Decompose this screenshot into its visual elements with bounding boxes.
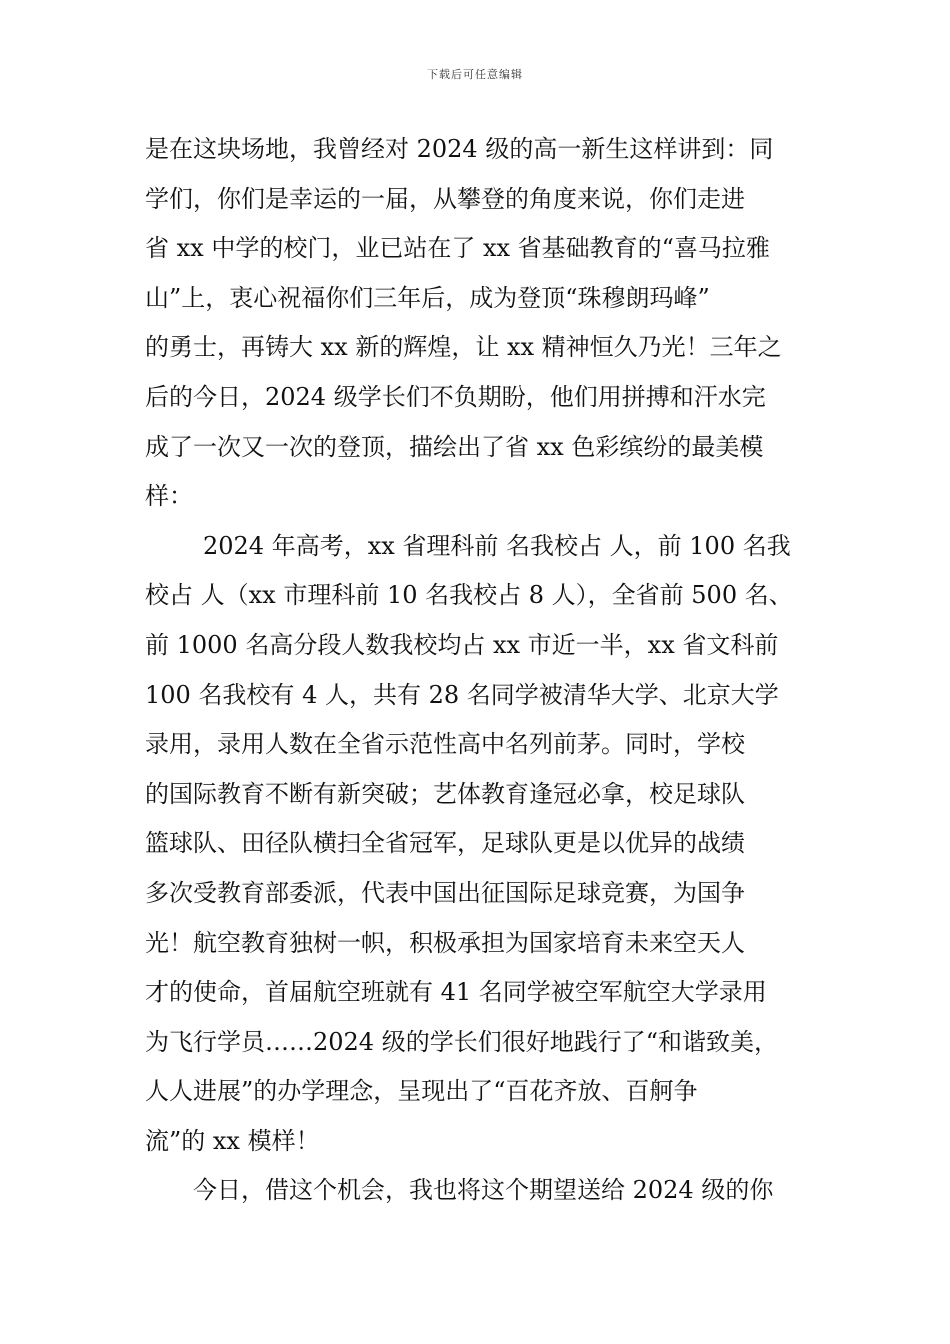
- text-line: 前 1000 名高分段人数我校均占 xx 市近一半，xx 省文科前: [145, 630, 779, 659]
- paragraph: [145, 522, 815, 1167]
- text-line: 省 xx 中学的校门，业已站在了 xx 省基础教育的“喜马拉雅: [145, 234, 770, 263]
- text-line: 人人进展”的办学理念，呈现出了“百花齐放、百舸争: [145, 1077, 698, 1106]
- text-line: 才的使命，首届航空班就有 41 名同学被空军航空大学录用: [145, 978, 767, 1007]
- text-line: 今日，借这个机会，我也将这个期望送给 2024 级的你: [193, 1176, 774, 1205]
- text-line: 校占 人（xx 市理科前 10 名我校占 8 人），全省前 500 名、: [145, 581, 793, 610]
- page-header: 下载后可任意编辑: [427, 68, 523, 81]
- text-line: 流”的 xx 模样！: [145, 1126, 320, 1155]
- text-line: 山”上，衷心祝福你们三年后，成为登顶“珠穆朗玛峰”: [145, 283, 710, 312]
- text-line: 成了一次又一次的登顶，描绘出了省 xx 色彩缤纷的最美模: [145, 432, 764, 461]
- text-line: 是在这块场地，我曾经对 2024 级的高一新生这样讲到：同: [145, 135, 774, 163]
- paragraph: [145, 125, 815, 522]
- text-line: 100 名我校有 4 人，共有 28 名同学被清华大学、北京大学: [145, 680, 779, 709]
- text-line: 录用，录用人数在全省示范性高中名列前茅。同时，学校: [145, 730, 745, 759]
- paragraph: [145, 1166, 815, 1216]
- text-line: 2024 年高考，xx 省理科前 名我校占 人，前 100 名我: [203, 531, 791, 560]
- text-line: 的勇士，再铸大 xx 新的辉煌，让 xx 精神恒久乃光！三年之: [145, 333, 782, 362]
- text-line: 篮球队、田径队横扫全省冠军，足球队更是以优异的战绩: [145, 829, 745, 858]
- text-line: 的国际教育不断有新突破；艺体教育逢冠必拿，校足球队: [145, 779, 745, 808]
- text-line: 样：: [145, 482, 193, 511]
- text-line: 光！航空教育独树一帜，积极承担为国家培育未来空天人: [145, 928, 745, 957]
- text-line: 多次受教育部委派，代表中国出征国际足球竞赛，为国争: [145, 878, 745, 907]
- text-line: 为飞行学员……2024 级的学长们很好地践行了“和谐致美，: [145, 1027, 778, 1056]
- document-body: [145, 125, 815, 1216]
- text-line: 后的今日，2024 级学长们不负期盼，他们用拼搏和汗水完: [145, 382, 766, 411]
- text-line: 学们，你们是幸运的一届，从攀登的角度来说，你们走进: [145, 184, 745, 213]
